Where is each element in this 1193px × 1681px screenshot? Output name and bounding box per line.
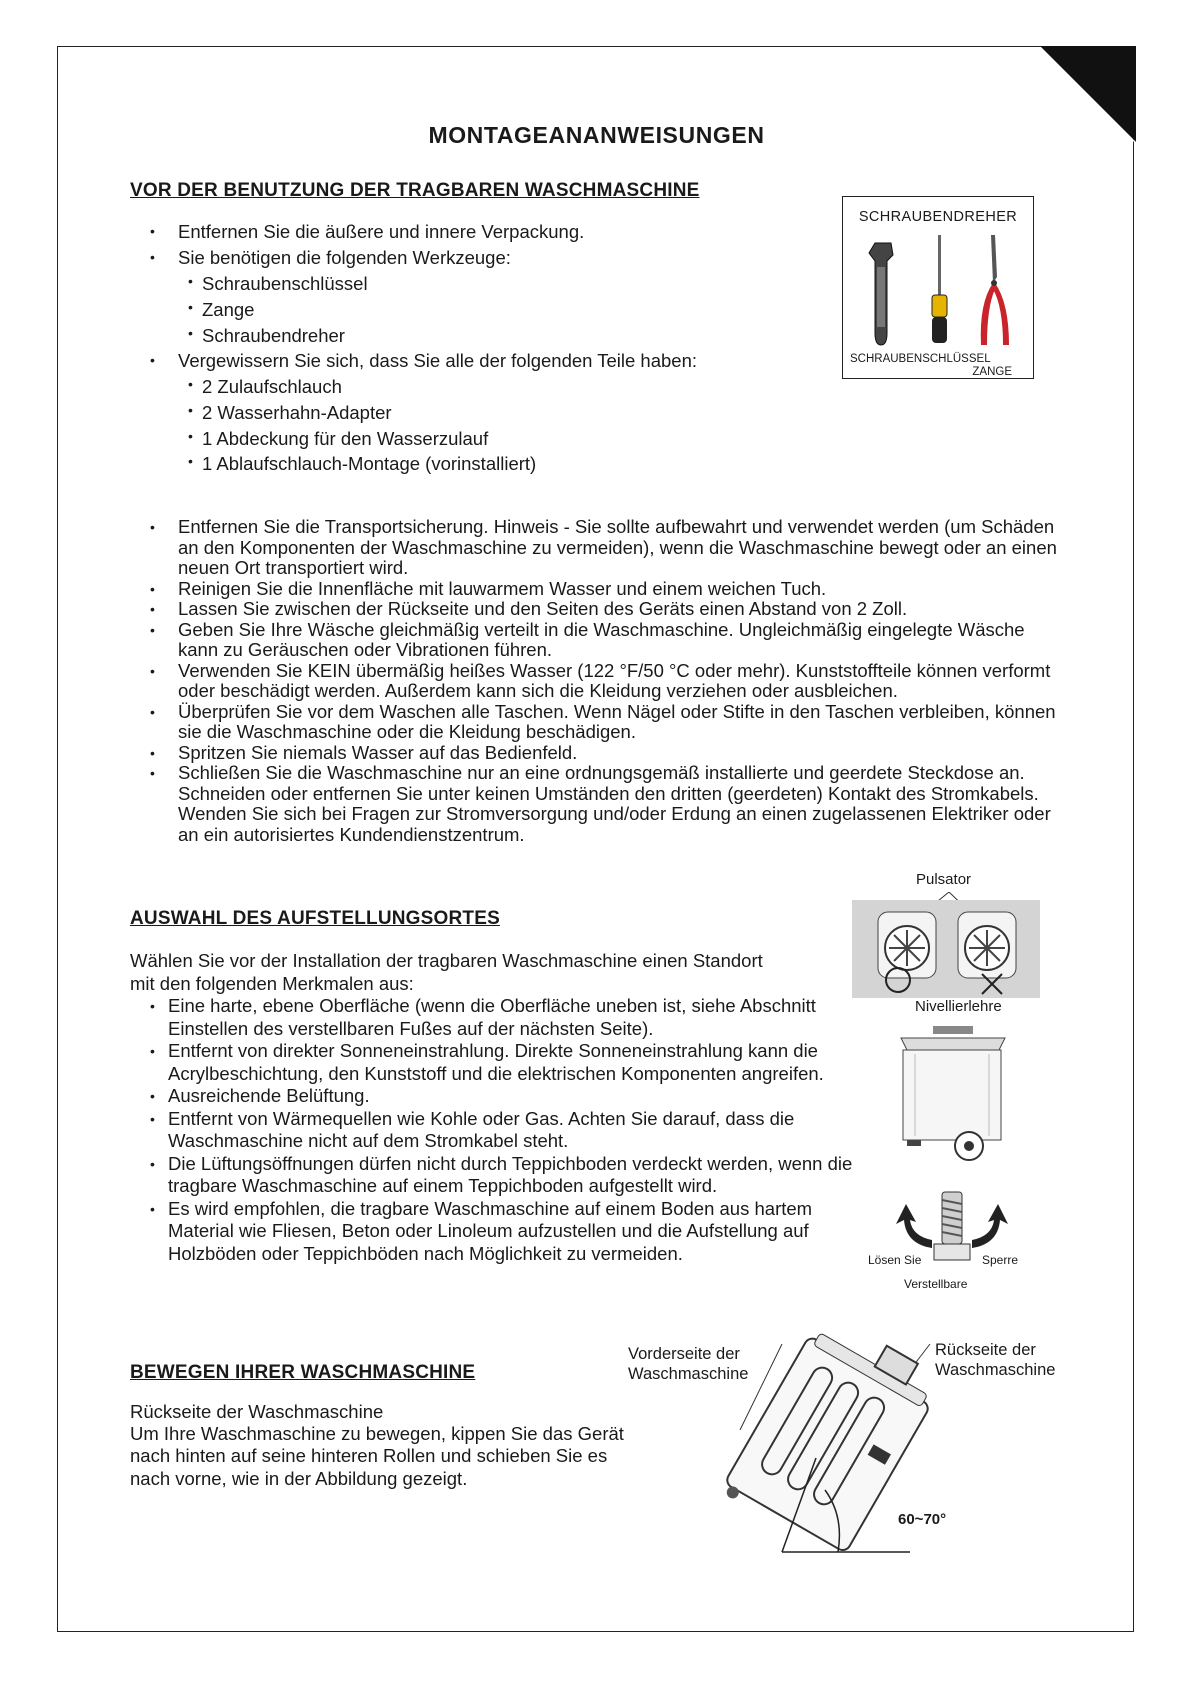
location-intro: Wählen Sie vor der Installation der tragbaren Waschmaschine einen Standort mit den folgenden Merkmalen aus: xyxy=(130,950,763,994)
list-item: • Die Lüftungsöffnungen dürfen nicht durch Teppichboden verdeckt werden, wenn die tragbare Waschmaschine auf einem Teppichboden aufgestellt wird. xyxy=(150,1153,870,1198)
list-item: • 2 Wasserhahn-Adapter xyxy=(186,400,686,426)
pulsator-icon xyxy=(889,930,925,966)
wrench-label: SCHRAUBENSCHLÜSSEL xyxy=(850,353,991,365)
list-item: • Eine harte, ebene Oberfläche (wenn die Oberfläche uneben ist, siehe Abschnitt Einstellen des verstellbaren Fußes auf der nächsten Seite). xyxy=(150,995,870,1040)
list-item: • 1 Ablaufschlauch-Montage (vorinstalliert) xyxy=(186,451,686,477)
list-item: • Entfernen Sie die Transportsicherung. Hinweis - Sie sollte aufbewahrt und verwendet werden (um Schäden an den Komponenten der Waschmaschine zu vermeiden), wenn die Waschmaschine bewegt oder an einen neuen Ort transportiert wird. xyxy=(150,517,1060,579)
parts-list xyxy=(186,374,686,477)
pulsator-label: Pulsator xyxy=(916,871,972,888)
list-item: • Reinigen Sie die Innenfläche mit lauwarmem Wasser und einem weichen Tuch. xyxy=(150,579,1060,600)
page-title: MONTAGEANANWEISUNGEN xyxy=(428,122,765,148)
list-item: • Lassen Sie zwischen der Rückseite und den Seiten des Geräts einen Abstand von 2 Zoll. xyxy=(150,599,1060,620)
list-item: • Ausreichende Belüftung. xyxy=(150,1085,870,1108)
location-list xyxy=(150,995,870,1265)
list-item: • Vergewissern Sie sich, dass Sie alle der folgenden Teile haben: xyxy=(150,348,830,374)
loosen-label: Lösen Sie xyxy=(868,1253,922,1267)
section-heading-before-use: VOR DER BENUTZUNG DER TRAGBAREN WASCHMASCHINE xyxy=(130,180,700,201)
tools-illustration xyxy=(857,233,1021,353)
list-item: • Sie benötigen die folgenden Werkzeuge: xyxy=(150,245,800,271)
tools-list xyxy=(186,271,586,348)
list-item: • 2 Zulaufschlauch xyxy=(186,374,686,400)
angle-label: 60~70° xyxy=(898,1511,947,1528)
list-item: • Zange xyxy=(186,297,586,323)
washer-level-figure xyxy=(895,1020,1015,1170)
tools-figure xyxy=(842,196,1034,379)
screwdriver-label: SCHRAUBENDREHER xyxy=(858,209,1018,225)
adjustable-foot-icon xyxy=(934,1192,970,1260)
tools-bottom-labels xyxy=(850,353,1012,379)
list-item: • Spritzen Sie niemals Wasser auf das Bedienfeld. xyxy=(150,743,1060,764)
list-item: • Geben Sie Ihre Wäsche gleichmäßig verteilt in die Waschmaschine. Ungleichmäßig eingelegte Wäsche kann zu Geräuschen oder Vibrationen führen. xyxy=(150,620,1060,661)
pliers-label: ZANGE xyxy=(972,366,1012,378)
back-label: Rückseite der Waschmaschine xyxy=(935,1341,1056,1379)
level-label: Nivellierlehre xyxy=(915,998,1002,1015)
list-item: • Entfernen Sie die äußere und innere Verpackung. xyxy=(150,219,800,245)
preparation-list xyxy=(150,219,800,271)
list-item: • Es wird empfohlen, die tragbare Waschmaschine auf einem Boden aus hartem Material wie Fliesen, Beton oder Linoleum aufzustellen und die Aufstellung auf Holzböden oder Teppichböden nach Möglichkeit zu vermeiden. xyxy=(150,1198,870,1266)
list-item: • Schraubenschlüssel xyxy=(186,271,586,297)
moving-instructions: Rückseite der Waschmaschine Um Ihre Waschmaschine zu bewegen, kippen Sie das Gerät nach hinten auf seine hinteren Rollen und schieben Sie es nach vorne, wie in der Abbildung gezeigt. xyxy=(130,1401,624,1489)
screwdriver-icon xyxy=(932,235,947,343)
list-item: • Überprüfen Sie vor dem Waschen alle Taschen. Wenn Nägel oder Stifte in den Taschen verbleiben, können sie die Waschmaschine oder die Kleidung beschädigen. xyxy=(150,702,1060,743)
wrench-icon xyxy=(869,243,893,345)
list-item: • Entfernt von Wärmequellen wie Kohle oder Gas. Achten Sie darauf, dass die Waschmaschine nicht auf dem Stromkabel steht. xyxy=(150,1108,870,1153)
front-label: Vorderseite der Waschmaschine xyxy=(628,1345,749,1383)
pliers-icon xyxy=(981,235,1009,345)
section-heading-moving: BEWEGEN IHRER WASCHMASCHINE xyxy=(130,1362,476,1383)
lock-label: Sperre xyxy=(982,1253,1019,1267)
list-item: • Schließen Sie die Waschmaschine nur an eine ordnungsgemäß installierte und geerdete Steckdose an. Schneiden oder entfernen Sie unter keinen Umständen den dritten (geerdeten) Kontakt des Stromkabels. Wenden Sie sich bei Fragen zur Stromversorgung und/oder Erdung an einen zugelassenen Elektriker oder an ein autorisiertes Kundendienstzentrum. xyxy=(150,763,1060,845)
list-item: • Entfernt von direkter Sonneneinstrahlung. Direkte Sonneneinstrahlung kann die Acrylbeschichtung, den Kunststoff und die elektrischen Komponenten angreifen. xyxy=(150,1040,870,1085)
list-item: • 1 Abdeckung für den Wasserzulauf xyxy=(186,426,686,452)
parts-intro xyxy=(150,348,830,374)
pulsator-figure xyxy=(852,892,1040,998)
list-item: • Verwenden Sie KEIN übermäßig heißes Wasser (122 °F/50 °C oder mehr). Kunststoffteile können verformt oder beschädigt werden. Außerdem kann sich die Kleidung verziehen oder ausbleichen. xyxy=(150,661,1060,702)
list-item: • Schraubendreher xyxy=(186,323,586,349)
adjustable-label: Verstellbare xyxy=(904,1277,968,1291)
rotate-right-icon xyxy=(972,1204,1008,1248)
section-heading-location: AUSWAHL DES AUFSTELLUNGSORTES xyxy=(130,908,500,929)
instructions-list xyxy=(150,517,1060,845)
rotate-left-icon xyxy=(896,1204,932,1248)
